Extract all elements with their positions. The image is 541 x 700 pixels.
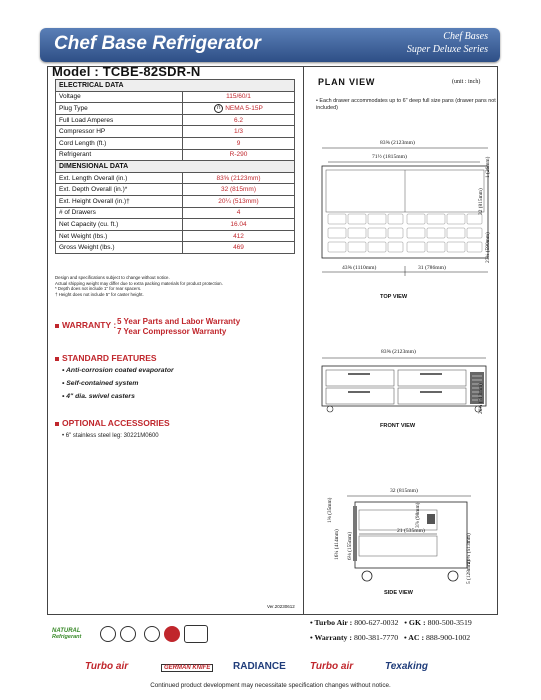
- natural-text: NATURAL: [52, 628, 81, 634]
- version-label: Ver.20230612: [267, 604, 295, 609]
- contact-label: • Turbo Air :: [310, 618, 353, 627]
- note-line: Actual shipping weight may differ due to extra packing materials for product protection.: [55, 280, 223, 286]
- side-view-drawing: [345, 496, 475, 586]
- etl-sanitation-icon: [120, 626, 136, 642]
- certification-logos: [52, 622, 302, 652]
- top-inner-dim: 71½ (1815mm): [372, 154, 407, 160]
- spec-value: 32 (815mm): [183, 184, 295, 196]
- contact-label: • AC :: [404, 633, 425, 642]
- spec-label: # of Drawers: [56, 207, 183, 219]
- top-right-dim: 31 (786mm): [418, 265, 446, 271]
- spec-value: R-290: [183, 149, 295, 161]
- top-view-label: TOP VIEW: [380, 294, 408, 300]
- contact-number: 800-627-0032: [354, 618, 399, 627]
- table-row: [56, 219, 295, 231]
- page-title: Chef Base Refrigerator: [54, 33, 261, 54]
- side-h2-dim: 6⅛ (155mm): [347, 531, 353, 560]
- table-row: [56, 91, 295, 103]
- spec-label: Gross Weight (lbs.): [56, 242, 183, 254]
- title-banner: [40, 28, 500, 62]
- bullet-square-icon: [55, 324, 59, 328]
- spec-label: Plug Type: [56, 103, 183, 115]
- side-caster-dim: 5 (128mm): [466, 559, 472, 584]
- energy-icon: [144, 626, 160, 642]
- warranty-badge-icon: [164, 626, 180, 642]
- feature-item: • Self-contained system: [62, 380, 139, 387]
- series-line2: Super Deluxe Series: [406, 44, 488, 55]
- spec-value: 16.04: [183, 219, 295, 231]
- column-divider: [303, 66, 304, 615]
- spec-label: Ext. Height Overall (in.)†: [56, 195, 183, 207]
- spec-label: Compressor HP: [56, 126, 183, 138]
- feature-item: • Anti-corrosion coated evaporator: [62, 367, 174, 374]
- warranty-heading: [55, 320, 116, 330]
- top-height2-dim: 23¼ (590mm): [485, 232, 491, 263]
- table-row: [56, 103, 295, 115]
- spec-value: 115/60/1: [183, 91, 295, 103]
- side-htop-dim: 1⅜ (35mm): [327, 497, 333, 523]
- spec-table: [55, 79, 295, 254]
- contact-row: [310, 618, 472, 627]
- german-knife-logo: GERMAN KNIFE: [161, 664, 213, 672]
- plan-note: • Each drawer accommodates up to 6" deep full size pans (drawer pans not included): [316, 98, 496, 111]
- table-row: [56, 207, 295, 219]
- contact-label: • GK :: [404, 618, 426, 627]
- feature-item: • 4" dia. swivel casters: [62, 393, 135, 400]
- spec-value: 412: [183, 230, 295, 242]
- table-row: [56, 114, 295, 126]
- spec-label: Refrigerant: [56, 149, 183, 161]
- side-depth-dim: 32 (815mm): [390, 488, 418, 494]
- top-view-drawing: [318, 148, 493, 278]
- spec-value: 1/3: [183, 126, 295, 138]
- top-left-dim: 43⅝ (1110mm): [342, 265, 377, 271]
- table-row: [56, 149, 295, 161]
- spec-label: Net Capacity (cu. ft.): [56, 219, 183, 231]
- natural-refrigerant-logo: [52, 628, 86, 646]
- note-line: † Height does not include 5" for caster height.: [55, 291, 144, 297]
- standard-features-label: STANDARD FEATURES: [62, 353, 157, 363]
- radiance-logo: RADIANCE: [233, 661, 286, 672]
- plan-view-title: PLAN VIEW: [318, 77, 376, 87]
- spec-label: Ext. Depth Overall (in.)*: [56, 184, 183, 196]
- footer-note: Continued product development may necessitate specification changes without notice.: [150, 682, 391, 689]
- electrical-header: ELECTRICAL DATA: [56, 80, 295, 92]
- spec-value: 83⅝ (2123mm): [183, 172, 295, 184]
- warranty-label: WARRANTY :: [62, 320, 117, 330]
- top-overall-dim: 83⅝ (2123mm): [380, 140, 415, 146]
- accessory-item: • 6" stainless steel leg: 30221M0600: [62, 433, 159, 439]
- registration-icon: [184, 625, 208, 643]
- bullet-square-icon: [55, 422, 59, 426]
- warranty-line: 7 Year Compressor Warranty: [117, 326, 227, 336]
- optional-accessories-label: OPTIONAL ACCESSORIES: [62, 418, 170, 428]
- spec-value: 20¼ (513mm): [183, 195, 295, 207]
- spec-notes: [55, 275, 295, 297]
- contact-number: 888-900-1002: [426, 633, 471, 642]
- front-view-label: FRONT VIEW: [380, 423, 416, 429]
- model-number: Model : TCBE-82SDR-N: [52, 64, 201, 79]
- spec-value: 6.2: [183, 114, 295, 126]
- side-h1-dim: 3⅞ (98mm): [415, 502, 421, 528]
- turbo-air-logo: Turbo air: [85, 661, 129, 672]
- texaking-logo: Texaking: [385, 661, 428, 672]
- table-row: [56, 230, 295, 242]
- brand-logos: [85, 661, 465, 677]
- note-line: * Depth does not include 1" for rear spacers.: [55, 286, 142, 292]
- unit-label: (unit : inch): [452, 79, 481, 85]
- side-hleft-dim: 16¼ (414mm): [334, 529, 340, 560]
- spec-value: NEMA 5-15P: [225, 105, 263, 113]
- table-row: [56, 195, 295, 207]
- spec-label: Net Weight (lbs.): [56, 230, 183, 242]
- contact-number: 800-381-7770: [353, 633, 399, 642]
- warranty-line: 5 Year Parts and Labor Warranty: [117, 317, 241, 326]
- spec-label: Voltage: [56, 91, 183, 103]
- spec-value: 469: [183, 242, 295, 254]
- note-line: Design and specifications subject to change without notice.: [55, 275, 170, 280]
- standard-features-heading: [55, 353, 157, 363]
- spec-value: 9: [183, 137, 295, 149]
- front-overall-dim: 83⅝ (2123mm): [381, 349, 416, 355]
- front-view-drawing: [320, 358, 490, 418]
- side-view-label: SIDE VIEW: [384, 590, 413, 596]
- dimensional-header: DIMENSIONAL DATA: [56, 161, 295, 173]
- top-depth-dim: 32 (815mm): [478, 188, 484, 215]
- warranty-lines: [117, 317, 240, 336]
- contact-label: • Warranty :: [310, 633, 352, 642]
- turbo-air-logo: Turbo air: [310, 661, 354, 672]
- refrigerant-text: Refrigerant: [52, 634, 82, 640]
- front-height-dim: 20¼ (513mm): [478, 383, 484, 414]
- table-row: [56, 137, 295, 149]
- contact-row: [310, 633, 470, 642]
- contact-number: 800-500-3519: [427, 618, 472, 627]
- series-line1: Chef Bases: [443, 31, 488, 42]
- table-row: [56, 242, 295, 254]
- spec-label: Ext. Length Overall (in.): [56, 172, 183, 184]
- table-row: [56, 172, 295, 184]
- spec-label: Full Load Amperes: [56, 114, 183, 126]
- spec-label: Cord Length (ft.): [56, 137, 183, 149]
- etl-icon: [100, 626, 116, 642]
- side-inner-dim: 21 (535mm): [397, 528, 425, 534]
- plug-icon: ᑎ: [214, 104, 223, 113]
- optional-accessories-heading: [55, 418, 170, 428]
- bullet-square-icon: [55, 357, 59, 361]
- top-height1-dim: 1 (26mm): [485, 156, 491, 178]
- table-row: [56, 184, 295, 196]
- spec-value: 4: [183, 207, 295, 219]
- plug-value-cell: [183, 103, 295, 115]
- table-row: [56, 126, 295, 138]
- side-hright-dim: 20¼ (513mm): [466, 533, 472, 564]
